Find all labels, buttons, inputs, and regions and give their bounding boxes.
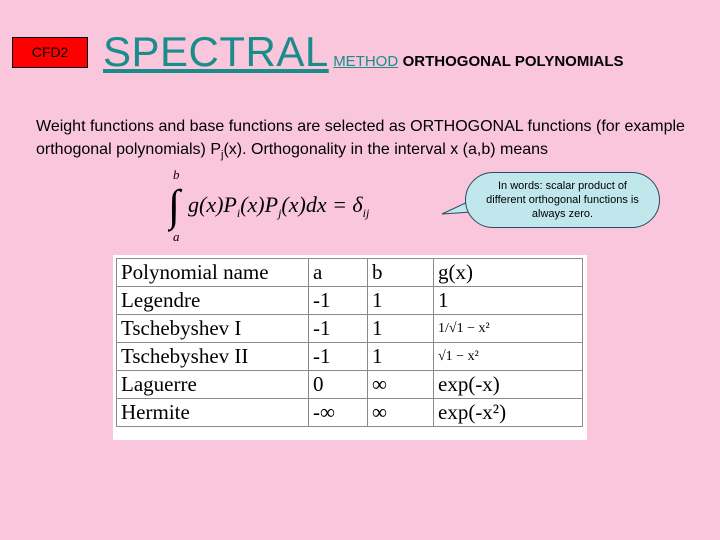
cell-g: exp(-x) [434,371,583,399]
cell-b: 1 [368,315,434,343]
cell-name: Tschebyshev I [117,315,309,343]
polynomial-table-panel [113,255,587,440]
cell-a: 0 [309,371,368,399]
table-row [117,343,583,371]
table-header-row [117,259,583,287]
polynomial-table [116,258,583,427]
cell-g: √1 − x² [434,343,583,371]
title-spectral: SPECTRAL [103,28,329,75]
header-a: a [309,259,368,287]
cell-g: exp(-x²) [434,399,583,427]
header-g: g(x) [434,259,583,287]
formula-upper-limit: b [173,168,180,182]
orthogonality-formula [168,168,438,244]
description-part-2: (x). Orthogonality in the interval x (a,b) means [223,141,549,158]
cell-a: -1 [309,287,368,315]
cell-name: Tschebyshev II [117,343,309,371]
callout-bubble [465,172,660,228]
cell-a: -1 [309,343,368,371]
slide-title [103,28,624,76]
header-b: b [368,259,434,287]
table-row [117,371,583,399]
description-text [36,115,706,167]
integral-sign: ∫ [168,181,181,230]
cell-a: -∞ [309,399,368,427]
callout-text: In words: scalar product of different orthogonal functions is always zero. [486,180,639,220]
cell-b: 1 [368,287,434,315]
header-name: Polynomial name [117,259,309,287]
table-row [117,287,583,315]
cell-b: ∞ [368,399,434,427]
slide-badge: CFD2 [12,37,88,68]
cell-a: -1 [309,315,368,343]
cell-g: 1/√1 − x² [434,315,583,343]
description-part-1: Weight functions and base functions are selected as ORTHOGONAL functions (for example orthogonal polynomials) P [36,118,685,158]
cell-g: 1 [434,287,583,315]
cell-b: ∞ [368,371,434,399]
cell-b: 1 [368,343,434,371]
cell-name: Laguerre [117,371,309,399]
table-row [117,315,583,343]
title-method: METHOD [333,53,399,70]
table-row [117,399,583,427]
cell-name: Legendre [117,287,309,315]
formula-lower-limit: a [173,229,180,244]
description-subscript: j [221,149,224,162]
cell-name: Hermite [117,399,309,427]
formula-body: $g(x)P_i(x)P_j(x)dx = \delta_{ij}$ [188,192,370,220]
title-orthogonal-polynomials: ORTHOGONAL POLYNOMIALS [402,53,624,70]
